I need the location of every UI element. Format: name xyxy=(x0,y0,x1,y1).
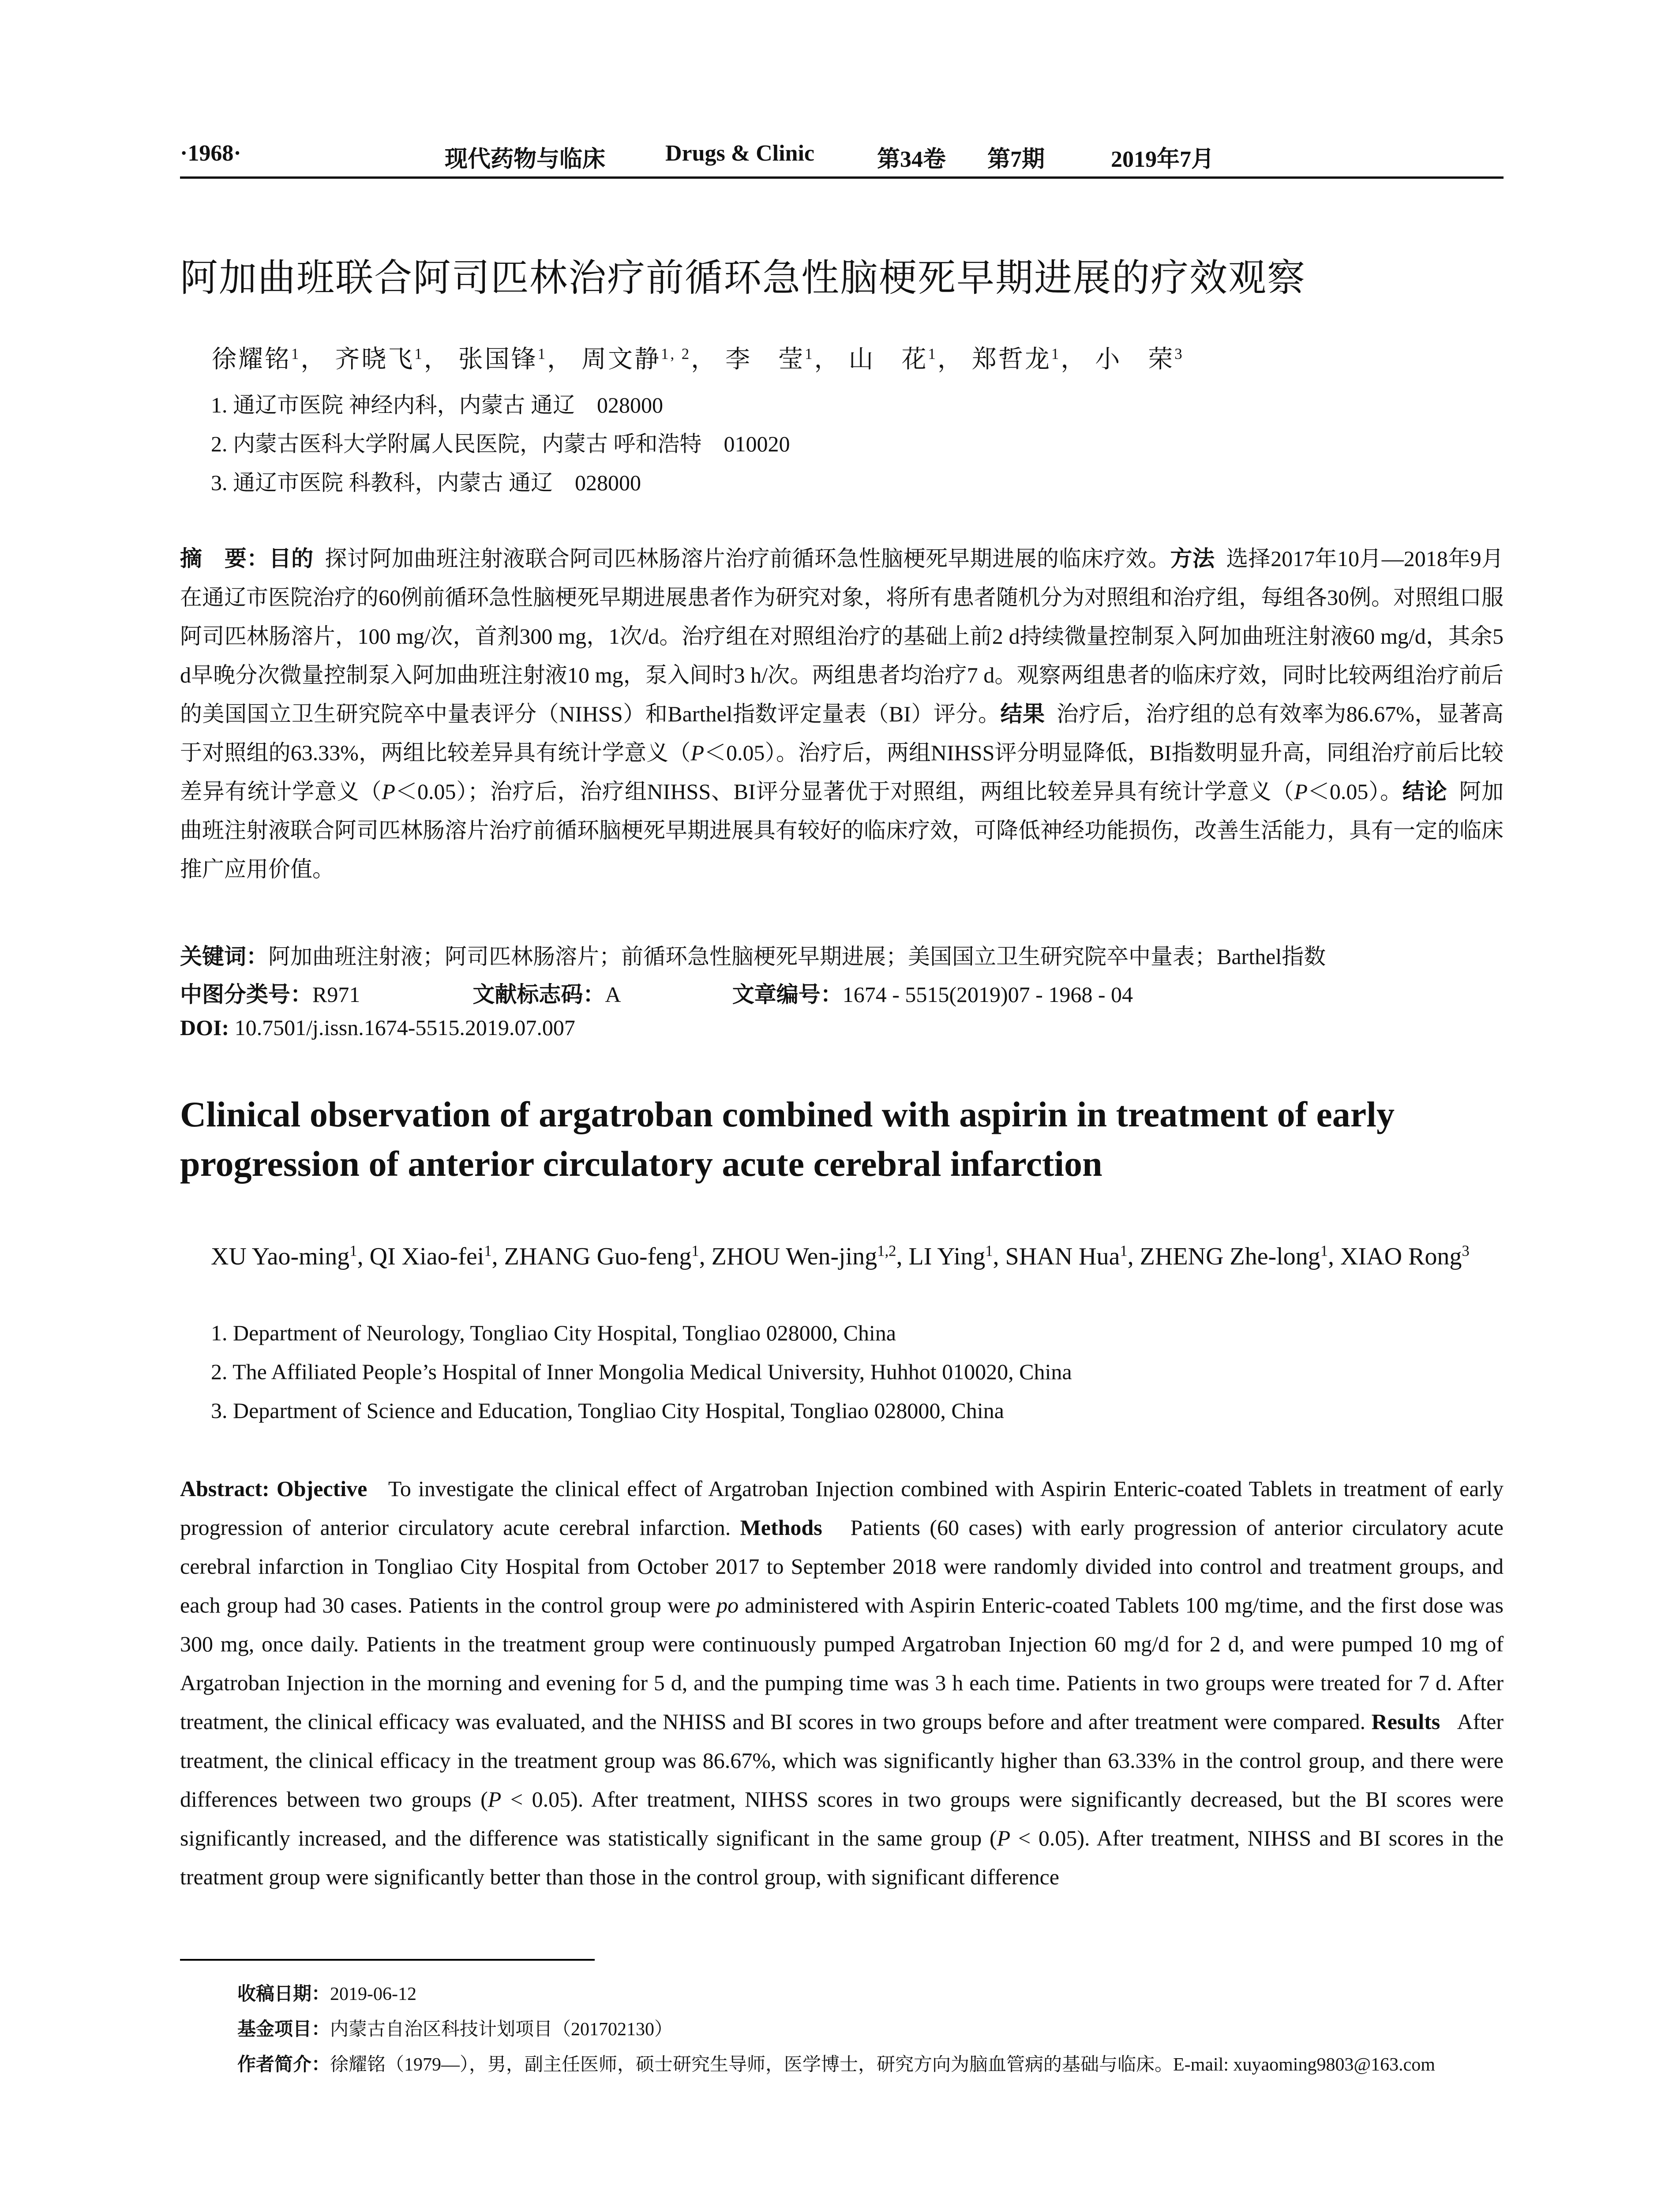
author-en: XU Yao-ming$^1$, xyxy=(211,1242,370,1270)
objective-en-label: Objective xyxy=(276,1476,368,1501)
author-cn: 徐耀铭$^1$， xyxy=(212,345,327,373)
author-cn: 齐晓飞$^1$， xyxy=(335,345,450,373)
journal-name-en: Drugs & Clinic xyxy=(665,141,814,166)
results-en-1: After treatment, the clinical efficacy in the treatment group was 86.67%, which was significantly higher than 63.33% in the control group, and there were differences between two groups ( xyxy=(180,1709,1504,1812)
abstract-cn xyxy=(180,539,1504,889)
article-number: 1674 - 5515(2019)07 - 1968 - 04 xyxy=(842,982,1133,1007)
running-header xyxy=(180,140,1504,176)
p-symbol: P xyxy=(1294,779,1308,804)
authors-cn xyxy=(212,340,1184,375)
author-cn: 李 莹$^1$， xyxy=(725,345,841,373)
abstract-cn-label: 摘 要： xyxy=(180,546,269,571)
abstract-en xyxy=(180,1469,1504,1896)
title-cn: 阿加曲班联合阿司匹林治疗前循环急性脑梗死早期进展的疗效观察 xyxy=(180,256,1306,300)
results-en-2: < 0.05). After treatment, NIHSS scores in two groups were significantly decreased, but the BI scores were significantly increased, and the difference was statistically significant in the same group ( xyxy=(180,1787,1504,1850)
author-en: SHAN Hua$^1$, xyxy=(1005,1242,1140,1270)
issue: 第7期 xyxy=(987,147,1045,172)
author-cn: 小 荣$^3$ xyxy=(1095,345,1184,373)
conclusion-cn: 阿加曲班注射液联合阿司匹林肠溶片治疗前循环脑梗死早期进展具有较好的临床疗效，可降低神经功能损伤，改善生活能力，具有一定的临床推广应用价值。 xyxy=(180,779,1504,882)
affiliation-en-3: 3. Department of Science and Education, Tongliao City Hospital, Tongliao 028000, China xyxy=(211,1398,1004,1423)
author-cn: 山 花$^1$， xyxy=(848,345,964,373)
results-en-3: < 0.05). After treatment, NIHSS and BI scores in the treatment group were significantly better than those in the control group, with significant difference xyxy=(180,1826,1504,1889)
affiliation-cn-2: 2. 内蒙古医科大学附属人民医院，内蒙古 呼和浩特 010020 xyxy=(211,431,790,456)
methods-cn: 选择2017年10月—2018年9月在通辽市医院治疗的60例前循环急性脑梗死早期进展患者作为研究对象，将所有患者随机分为对照组和治疗组，每组各30例。对照组口服阿司匹林肠溶片，100 mg/次，首剂300 mg，1次/d。治疗组在对照组治疗的基础上前2 d持续微量控制泵入阿加曲班注射液60 mg/d，其余5 d早晚分次微量控制泵入阿加曲班注射液10 mg，泵入间时3 h/次。两组患者均治疗7 d。观察两组患者的临床疗效，同时比较两组治疗前后的美国国立卫生研究院卒中量表评分（NIHSS）和Barthel指数评定量表（BI）评分。 xyxy=(180,546,1504,726)
author-en: LI Ying$^1$, xyxy=(908,1242,1005,1270)
footnote-funding: 基金项目：内蒙古自治区科技计划项目（201702130） xyxy=(237,2018,673,2040)
methods-en-label: Methods xyxy=(740,1515,822,1540)
affiliation-cn-1: 1. 通辽市医院 神经内科，内蒙古 通辽 028000 xyxy=(211,393,663,417)
author-en: XIAO Rong$^3$ xyxy=(1340,1242,1470,1270)
abstract-en-label: Abstract: xyxy=(180,1476,270,1501)
objective-cn: 探讨阿加曲班注射液联合阿司匹林肠溶片治疗前循环急性脑梗死早期进展的临床疗效。 xyxy=(325,546,1170,571)
doc-code: A xyxy=(605,982,620,1007)
footnote-received: 收稿日期：2019-06-12 xyxy=(237,1983,416,2004)
results-cn-3: ＜0.05）；治疗后，治疗组NIHSS、BI评分显著优于对照组，两组比较差异具有统计学意义（ xyxy=(395,779,1294,804)
results-cn-2: ＜0.05）。治疗后，两组NIHSS评分明显降低，BI指数明显升高，同组治疗前后比较差异有统计学意义（ xyxy=(180,740,1504,804)
author-cn: 郑哲龙$^1$， xyxy=(971,345,1088,373)
footnote-rule xyxy=(180,1959,595,1961)
methods-cn-label: 方法 xyxy=(1170,546,1215,571)
po-term: po xyxy=(716,1593,739,1617)
doi-link[interactable]: 10.7501/j.issn.1674-5515.2019.07.007 xyxy=(234,1015,575,1040)
author-en: QI Xiao-fei$^1$, xyxy=(369,1242,504,1270)
author-en: ZHENG Zhe-long$^1$, xyxy=(1140,1242,1341,1270)
title-en: Clinical observation of argatroban combined with aspirin in treatment of early progression of anterior circulatory acute cerebral infarction xyxy=(180,1094,1395,1184)
affiliation-en-1: 1. Department of Neurology, Tongliao City Hospital, Tongliao 028000, China xyxy=(211,1321,896,1345)
p-symbol: P xyxy=(382,779,395,804)
results-en-label: Results xyxy=(1371,1709,1440,1734)
volume: 第34卷 xyxy=(877,147,946,172)
footnote-author-bio: 作者简介：徐耀铭（1979—），男，副主任医师，硕士研究生导师，医学博士，研究方向为脑血管病的基础与临床。E-mail: xuyaoming9803@163.com xyxy=(237,2053,1435,2075)
p-symbol: P xyxy=(690,740,704,765)
classification: 中图分类号：R971 文献标志码：A 文章编号：1674 - 5515(2019)07 - 1968 - 04 xyxy=(180,982,1133,1007)
author-en: ZHANG Guo-feng$^1$, xyxy=(504,1242,712,1270)
results-cn-1: 治疗后，治疗组的总有效率为86.67%，显著高于对照组的63.33%，两组比较差异具有统计学意义（ xyxy=(180,702,1504,765)
results-cn-label: 结果 xyxy=(1000,701,1045,727)
author-cn: 周文静$^{1, 2}$， xyxy=(581,345,718,373)
author-cn: 张国锋$^1$， xyxy=(458,345,574,373)
authors-en xyxy=(211,1230,1504,1277)
author-en: ZHOU Wen-jing$^{1,2}$, xyxy=(711,1242,909,1270)
objective-cn-label: 目的 xyxy=(269,546,314,571)
methods-en-2: administered with Aspirin Enteric-coated Tablets 100 mg/time, and the first dose was 300 mg, once daily. Patients in the treatment group were continuously pumped Argatroban Injection 60 mg/d for 2 d, and were pumped 10 mg of Argatroban Injection in the morning and evening for 5 d, and the pumping time was 3 h each time. Patients in two groups were treated for 7 d. After treatment, the clinical efficacy was evaluated, and the NHISS and BI scores in two groups before and after treatment were compared. xyxy=(180,1593,1504,1734)
header-rule xyxy=(180,176,1504,179)
p-symbol: P xyxy=(997,1826,1011,1850)
doi: DOI: 10.7501/j.issn.1674-5515.2019.07.007 xyxy=(180,1015,575,1040)
page-number: ·1968· xyxy=(180,141,241,166)
affiliation-cn-3: 3. 通辽市医院 科教科，内蒙古 通辽 028000 xyxy=(211,470,641,495)
issue-date: 2019年7月 xyxy=(1111,147,1215,172)
p-symbol: P xyxy=(488,1787,502,1812)
affiliation-en-2: 2. The Affiliated People’s Hospital of Inner Mongolia Medical University, Huhhot 010020, China xyxy=(211,1359,1072,1384)
conclusion-cn-label: 结论 xyxy=(1402,779,1448,804)
keywords-cn: 关键词：阿加曲班注射液；阿司匹林肠溶片；前循环急性脑梗死早期进展；美国国立卫生研究院卒中量表；Barthel指数 xyxy=(180,944,1326,969)
methods-en-1: Patients (60 cases) with early progression of anterior circulatory acute cerebral infarction in Tongliao City Hospital from October 2017 to September 2018 were randomly divided into control and treatment groups, and each group had 30 cases. Patients in the control group were xyxy=(180,1515,1504,1617)
results-cn-4: ＜0.05）。 xyxy=(1307,779,1402,804)
objective-en: To investigate the clinical effect of Argatroban Injection combined with Aspirin Enteric-coated Tablets in treatment of early progression of anterior circulatory acute cerebral infarction. xyxy=(180,1476,1504,1540)
clc-number: R971 xyxy=(312,982,360,1007)
journal-name-cn: 现代药物与临床 xyxy=(445,146,606,173)
